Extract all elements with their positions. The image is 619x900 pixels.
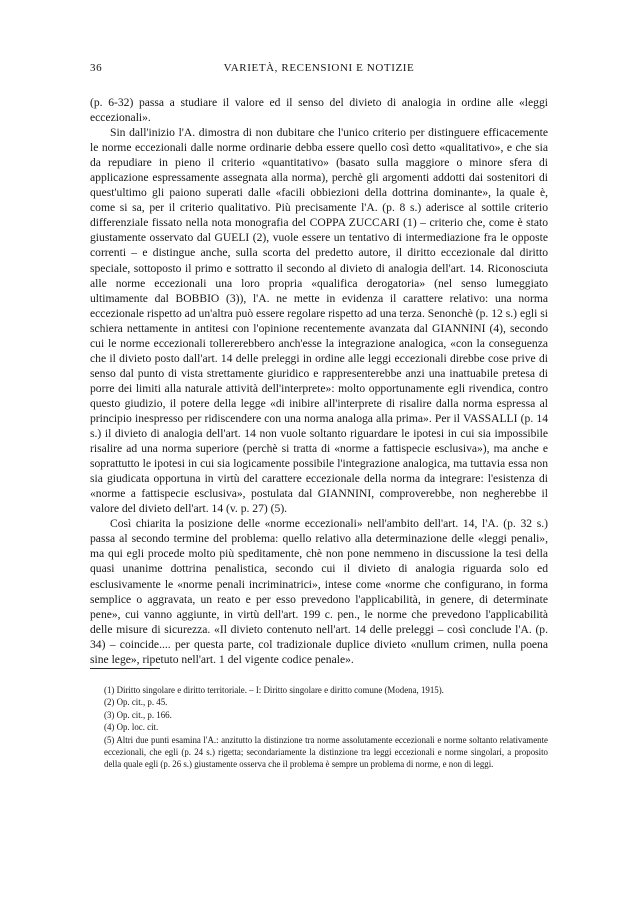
page-number: 36 (90, 62, 103, 74)
footnote: (2) Op. cit., p. 45. (104, 697, 168, 708)
paragraph: (p. 6-32) passa a studiare il valore ed il senso del divieto di analogia in ordine alle «leggi eccezionali». (90, 96, 548, 125)
paragraph: Così chiarita la posizione delle «norme eccezionali» nell'ambito dell'art. 14, l'A. (p. 32 s.) passa al secondo termine del problema: quello relativo alla determinazione delle «leggi penali», ma qui egli procede molto più speditamente, chè non pone nemmeno in discussione la tesi della quasi unanime dottrina penalistica, secondo cui il divieto di analogia riguarda solo ed esclusivamente le «norme penali incriminatrici», intese come «norme che configurano, in forma semplice o aggravata, un reato e per esso prevedono l'applicabilità, in genere, di determinate pene», cui vanno aggiunte, in virtù dell'art. 199 c. pen., le norme che prevedono l'applicabilità delle misure di sicurezza. «Il divieto contenuto nell'art. 14 delle preleggi – così conclude l'A. (p. 34) – coincide.... per questa parte, col tradizionale duplice divieto «nullum crimen, nulla poena sine lege», ripetuto nell'art. 1 del vigente codice penale». (90, 517, 548, 666)
running-title: VARIETÀ, RECENSIONI E NOTIZIE (223, 62, 415, 74)
footnote: (3) Op. cit., p. 166. (104, 709, 172, 720)
footnote: (1) Diritto singolare e diritto territoriale. – I: Diritto singolare e diritto comune (Modena, 1915). (104, 685, 444, 695)
paragraph: Sin dall'inizio l'A. dimostra di non dubitare che l'unico criterio per distinguere efficacemente le norme eccezionali dalle norme ordinarie debba essere quello così detto «qualitativo», e che sia da repudiare in pieno il criterio «quantitativo» (basato sulla maggiore o minore sfera di applicazione espressamente assegnata alla norma), perchè gli argomenti addotti dai sostenitori di quest'ultimo gli paiono superati dalle «facili obbiezioni della dottrina dominante», la quale è, come si sa, per il criterio qualitativo. Più precisamente l'A. (p. 8 s.) aderisce al sottile criterio differenziale fissato nella nota monografia del COPPA ZUCCARI (1) – criterio che, come è stato giustamente osservato dal GUELI (2), vuole essere un tentativo di intermediazione fra le opposte correnti – e distingue anche, sulla scorta del predetto autore, il diritto eccezionale dal diritto speciale, sottoposto il primo e sottratto il secondo al divieto di analogia dell'art. 14. Riconosciuta alle norme eccezionali una loro propria «qualifica derogatoria» (nel senso lumeggiato ultimamente dal BOBBIO (3)), l'A. ne mette in evidenza il carattere relativo: una norma eccezionale rispetto ad un'altra può essere regolare rispetto ad una terza. Senonchè (p. 12 s.) egli si schiera nettamente in antitesi con l'opinione recentemente avanzata dal GIANNINI (4), secondo cui le norme eccezionali tollererebbero anch'esse la integrazione analogica, «con la conseguenza che il divieto posto dall'art. 14 delle preleggi in ordine alle leggi eccezionali direbbe cose prive di senso dal punto di vista strettamente giuridico e rappresenterebbe anzi una inattuabile pretesa di porre dei limiti alla naturale attività dell'interprete»: molto opportunamente egli rivendica, contro questo giudizio, il potere della legge «di inibire all'interprete di risalire dalla norma espressa al principio inespresso per ridiscendere con una norma analoga alla prima». Per il VASSALLI (p. 14 s.) il divieto di analogia dell'art. 14 non vuole soltanto riguardare le ipotesi in cui sia impossibile risalire ad una norma superiore (perchè si tratta di «norme a fattispecie esclusiva»), ma anche e soprattutto le ipotesi in cui sia logicamente possibile l'integrazione analogica, ma tuttavia essa non sia giudicata opportuna in virtù del carattere eccezionale della norma da integrare: l'esistenza di «norme a fattispecie esclusiva», postulata dal GIANNINI, comproverebbe, non negherebbe il valore del divieto dell'art. 14 (v. p. 27) (5). (90, 126, 548, 516)
footnote-divider (90, 668, 160, 669)
body-text (90, 95, 548, 667)
footnote: (5) Altri due punti esamina l'A.: anzitutto la distinzione tra norme assolutamente eccezionali e norme soltanto relativamente eccezionali, che egli (p. 24 s.) rigetta; secondariamente la distinzione tra leggi eccezionali e norme singolari, a proposito della quale egli (p. 26 s.) giustamente osserva che il problema è sempre un problema di norme, e non di leggi. (104, 734, 548, 770)
page-header (90, 62, 548, 76)
footnotes (90, 684, 548, 771)
footnote: (4) Op. loc. cit. (104, 722, 159, 733)
